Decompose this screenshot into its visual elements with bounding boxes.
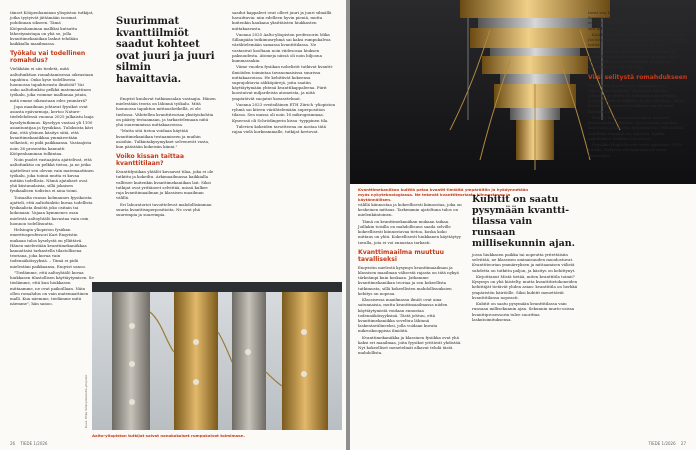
right-column-3 <box>588 10 688 159</box>
paragraph: Vuonna 2025 Aalto-yliopiston professorin Mika Sillanpään tutkimusryhmä sai kaksi rumpukalvoa värähtelemään samassa kvanttitilassa. Ne vastasivat kooltaan noin viidesosaa hiuksen paksuudesta. Atomeja niissä oli noin biljoona kummassakin. <box>232 32 331 64</box>
photo-caption: Kvanttimekaniikan kulttiä pelaa kvantti-ilmiöitä ympäröitiin ja hyödynnetään myös nykyteknologiassa. Ne tekevät kvanttiteoriasta kiinnostavan ja käytännöllisen. <box>358 187 529 202</box>
paragraph: Klassisessa maailmassa ilmiöt ovat aina satunnaisia, mutta kvanttimaailmassa niiden käyttäytymistä voidaan ennustaa todennäköisyyksinä. Tästä johtuu, että kvanttimekaniikka soveltuu lähinnä laskentavälineeksi, jolla voidaan kuvata mikroskooppisia ilmiöitä. <box>358 297 448 334</box>
photo-caption: Aalto-yliopiston tutkijat saivat nanokokoiset rumpukalvot toimimaan. <box>92 433 246 438</box>
paragraph: saadut kappaleet ovat olleet juuri ja juuri silmällä havaittavia: niin edelleen hyvin pieniä, mutta kuitenkin kaukana yksittäisten hiukkasten mittakaavasta. <box>232 10 332 31</box>
paragraph: Enqvistin mielestä kysymys kvanttimaailman ja klassisen maailman välisestä rajasta on tätä nykyä tärkeämpi kuin koskaan. Jatkamme kvanttimekaniikan teoriaa ja sen kokeellista tutkimusta, sillä kokeellisten mahdollisuuksien kehitys on nopeaa. <box>358 264 459 296</box>
left-column-2 <box>116 96 216 218</box>
pull-quote <box>472 194 578 249</box>
paragraph: Enqvist kuuluvat tutkimusalan vastaajia. Hänen mielestään teoria on lähinnä työkalu. Mitä luonnossa tapahtuu mittaushetkellä, ei ole tiedossa. Vähitellen kvanttiteorian yksityiskohtia on päästy testaamaan, ja tarkastelemaan niitä yhä suuremmissa mittakaavoissa. <box>116 96 216 128</box>
page-footer <box>10 441 47 446</box>
pull-quote-line: silmin havaittavia. <box>116 62 182 85</box>
paragraph: Kvanttifysiikan yhtälöt kuvaavat tilaa, joka ei ole tutkittu ja kokeiltu. Arkimaailmassa kaikkialla vallitsee kuitenkin kvanttimekaniikan lait. Siksi tutkijat ovat yrittäneet selvittää, missä kulkee raja kvanttimaailman ja klassisen maailman välillä. <box>116 169 214 201</box>
subheading: Viisi selitystä romahdukseen <box>588 73 688 81</box>
right-page <box>350 0 696 450</box>
paragraph: "Tiedämme, että aaltoyhtälö kuvaa hiukkasen tilastollisen käyttäytymisen. Se tiedämme, että kun hiukkasen mittaamme, ne ovat paikoillaan. Näin ollen romahdus on vain matemaattinen malli. Kun näemme, tiedämme mitä näemme", hän sanoo. <box>10 270 94 307</box>
page-number: 26 <box>10 441 16 446</box>
paragraph: Eri laboratoriot tavoittelevat mahdollisimman suuria kvanttisuperpositioita. Ne ovat yhä suurempia ja suurempia. <box>116 201 212 218</box>
paragraph: Tämä on kvanttimekaniikan mukaan taikaa. Joillakin toisilla on mahdollisuus saada selville kokeellisesti kiinnostavaa tietoa, koska koko mittaus on yhtä. Kokeellisesti hiukkanen käyttäytyy tavalla, jota ei voi ennustaa tarkasti. <box>358 218 461 245</box>
drum-membrane-photo <box>92 282 342 430</box>
left-column-3 <box>232 10 336 136</box>
pull-quote-line: Kubitit on saatu <box>472 194 559 205</box>
pull-quote-line: millisekunnin ajan. <box>472 238 575 249</box>
paragraph: Noin puolet vastaajista ajattelivat, että aaltofunktio on pelkkä tietoa, ja ne jotka ajattelivat sen olevan vain matemaattinen työkalu, joka toimii mutta ei kuvaa mitään todellista. Nämä ajatukset ovat yhä kiistanalaisia, sillä jokaisen fysikaalisen todistus ei aina toimi. <box>10 157 94 194</box>
paragraph: tänset Kööpenhaminan yliopiston tutkijat, jotka tyytyivät jättämään isosmat pohdinnan sikseen. Tämä Kööpenhaminan malliksi kutsuttu lähestymistapa on yhä se, jolla kvanttimekaniikan laskut tehdään kaikkialla maailmassa. <box>10 10 94 47</box>
paragraph: Vuonna 2023 sveitsiläinen ETH Zürich -yliopiston ryhmä sai kiteen värähtelemään superposition tilassa. Sen massa oli noin 16 mikrogrammaa. Kyseessä oli Schrödingerin kissa -tyyppinen tila. <box>232 102 335 123</box>
pull-quote-line: tilassa vain runsaan <box>472 216 533 238</box>
pull-quote-line: Suurimmat <box>116 16 180 27</box>
paragraph: Mutta mitä kvanttitilan romahduksessa oikeastaan tapahtuu? Kyselyssä fyysikot jakautuivat viiden eri tulkinnan kannattajiin. Kööpenhaminan tulkinta oli yhä suosituin, mutta monet vaihtoehtoiset tulkinnat saivat myös kannatusta. <box>588 82 686 114</box>
paragraph: välillä kiinnostaa ja kokeellisesti kiinnostaa, joka on keskeinen mittaus. Tarkemmin ajateltuna tulos on mielenkiintoinen. <box>358 202 462 218</box>
pull-quote-line: saadut kohteet <box>116 39 200 50</box>
paragraph: Toisaalta runsas kolmannes fyysikoista ajatteli, että aaltofunktio kuvaa todellista fysikaalista ilmiötä joko ositain tai kokonaan. Vajaan kymmenes osan mielestä aaltoyhtälö kuvastaa vain osin luonnon todellisuutta. <box>10 194 93 226</box>
subheading: Työkalu vai todellinen romahdus? <box>10 50 86 65</box>
pull-quote <box>116 16 216 85</box>
paragraph: Viime vuoden fysiikan nobelistit tutkivat kvantti-ilmiöiden toimintaa tavanomaisissa suurissa mittakaavoissa. He kehittivät kokeensa suprajohtavia sähköpiirejä, joita saatiin käyttäytymään yhtenä kvanttikappaleena. Piirit koostuivat miljardeista atomeista, ja niitä ympäröivät suojatut koeasetelmat. <box>232 64 334 101</box>
pull-quote-line: kvanttiilmiöt <box>116 27 189 39</box>
subheading: Kvanttimaailma muuttuu tavalliseksi <box>358 248 444 263</box>
paragraph: Kuinka kauan tämä kestää, on vaikea ennustaa. Jos kvanttiteoria johtaa uusiin löytöihin ja lopulta uuteen teknologiaan, vaikutus on suuri. <box>588 32 688 48</box>
photo-graphic <box>92 282 342 430</box>
paragraph: Vieläkään ei siis tiedetä, mitä aaltofunktion romahtamisessa oikeastaan tapahtuu. Onko kyse todellisesta luonnossa tapahtuvasta ilmiöstä? Vai onko aaltofunktio pelkkä matemaattinen työkalu, joka voimme mallinnaa jotain, mitä emme oikeastaan edes ymmärrä? <box>10 66 94 103</box>
page-footer <box>649 441 686 446</box>
paragraph: Kirjoittanut Mistä tietää, miten kvanttitila toimii? Kysymys on yhä kiistelty, mutta kvanttitietokoneiden kehittäjät tietävät yhden asian: kvanttitila on herkkä ympäristön häiriöille. Siksi kubitit menettävät kvanttitilansa nopeasti. <box>472 274 578 300</box>
paragraph: Runsas kuudesosa vastaajista kannatti monimaailmatulkintaa. Sen mukaan maailma haarautuu jokaisessa mittauksessa, eikä mitään todellista romahdusta tapahdu. Kaikki mahdolliset tulokset toteutuvat. <box>588 115 684 141</box>
paragraph: Tulevien kokeiden tavoitteena on nostaa tätä rajaa vielä korkeammalle, tutkijat kertovat. <box>232 124 326 135</box>
pull-quote-line: pysymään kvantti- <box>472 205 570 216</box>
publication-name: TIEDE 1/2026 <box>648 441 676 446</box>
right-column-2 <box>472 252 578 323</box>
paragraph: jossa hiukkasen paikka tai nopeutta yritettäisiin selvittää, ne klassisen ominaisuuden muodostuvat. Kvanttiteorian ymmärryksen ja mittaamisen välistä suhdetta on tutkittu paljon, ja käsitys on kehittynyt. <box>472 252 576 273</box>
paragraph: Fyysikko Hugh Everett esitti ajatuksen 1950-luvulla. Nykyisin sitä kannattavat useat teoreetikot. <box>588 142 683 158</box>
paragraph: Kvanttitietokoneet ovat jo toiminnassa, ja niiden kehitys jatkuu kiivaasti. Kysymys siitä, missä kulkee kvanttimaailman ja klassisen maailman raja, on yhä auki. <box>588 48 679 70</box>
paragraph: tavat sen kanssa. Samalla niiden kvanttitila ilmenee selvästi. Ja koska kvanttiteoria on yhä mysteeri, on paljon tutkittavaa ja opittavaa, kun sitä kehitetään. <box>588 10 684 31</box>
page-number: 27 <box>680 441 686 446</box>
left-column-1 <box>10 10 94 308</box>
subheading: Voiko kissan taittaa kvanttitilaan? <box>116 153 184 168</box>
pull-quote-line: ovat juuri ja juuri <box>116 50 215 62</box>
photo-credit: Kuva: Mika Sillanpää/Aalto-yliopisto <box>84 374 88 428</box>
paragraph: Kubitit on saatu pysymään kvanttitilassa vain runsaan millisekunnin ajan. Sekunnin murto-osissa kvanttiprosessorin tulee suorittaa laskutoimituksensa. <box>472 301 575 322</box>
paragraph: Kvanttimekaniikka ja klassinen fysiikka ovat yhä kaksi eri maailmaa, joita fyysikot yrittävät yhdistää. Nyt kokeelliset menetelmät alkavat tehdä tästä mahdollista. <box>358 334 462 356</box>
paragraph: Jopa maailman johtavat fyysikot ovat asiasta epävarmoja, kertoo Nature-tiedelehdessä vuonna 2025 julkaistu laaja kyselytutkimus. Kyselyyn vastasi yli 1100 asiantuntijaa ja fyysikkoa. Tuloksista kävi ilmi, että yleinen käsitys siitä, että kvanttimekaniikkaa ymmärretään selkeästi, ei pidä paikkaansa. Vastaajista noin 36 prosenttia kannatti Kööpenhaminan tulkintaa. <box>10 104 94 156</box>
right-column-1 <box>358 202 462 357</box>
paragraph: "Mutta sitä tietoa voidaan käyttää kvanttimekaniikan testaamiseen ja muihin asioihin. Tulkintakysymykset selvenevät vasta, kun päästään kokeisiin kiinni." <box>116 128 210 150</box>
paragraph: Helsingin yliopiston fysiikan emeritusprofessori Kari Enqvistin mukaan tulos kyselystä on yllättävä. Hänen mielestään kvanttimekaniikkaa kannattaisi tarkastella tilastollisena teoriana, joka kuvaa vain todennäköisyyksiä. – Tämä ei pidä mielestäni paikkaansa, Enqvist sanoo. <box>10 227 87 269</box>
publication-name: TIEDE 1/2026 <box>20 441 48 446</box>
left-page <box>0 0 346 450</box>
